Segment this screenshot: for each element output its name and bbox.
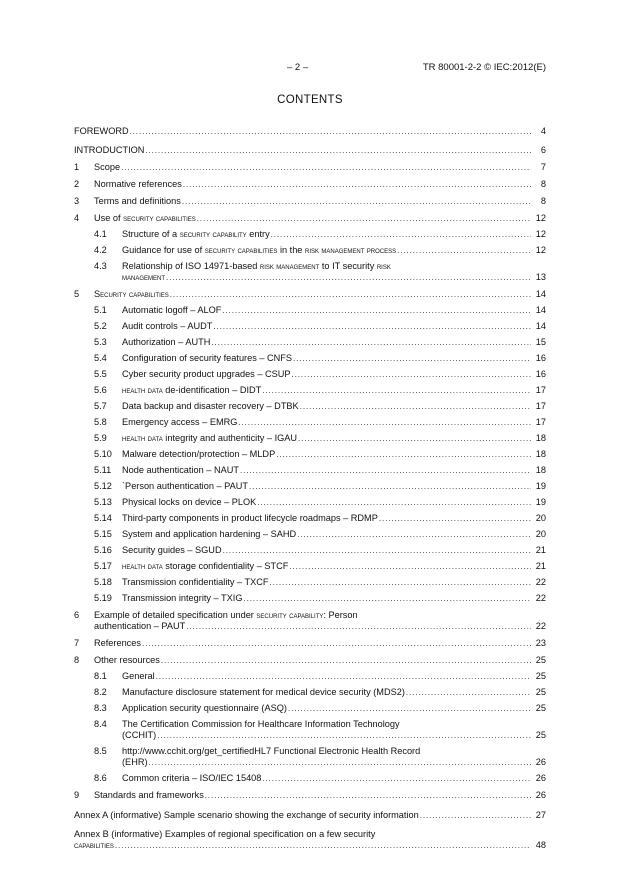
- toc-entry[interactable]: [74, 829, 546, 851]
- toc-page-number: 18: [535, 449, 546, 460]
- dot-leader: [145, 145, 531, 156]
- toc-entry[interactable]: [74, 385, 546, 396]
- toc-page-number: 19: [535, 481, 546, 492]
- dot-leader: [240, 465, 531, 476]
- toc-entry-title: Third-party components in product lifecycle roadmaps – RDMP .....: [74, 513, 546, 524]
- toc-entry-title: `Person authentication – PAUT .....: [74, 481, 546, 492]
- toc-entry-title: System and application hardening – SAHD .....: [74, 529, 546, 540]
- toc-entry[interactable]: [74, 261, 546, 283]
- toc-entry-title: Structure of a security capability entry .....: [74, 229, 546, 240]
- toc-entry[interactable]: [74, 529, 546, 540]
- toc-page-number: 26: [535, 773, 546, 784]
- toc-entry-number: 5.19: [94, 593, 112, 604]
- toc-page-number: 12: [535, 213, 546, 224]
- page-number: – 2 –: [287, 62, 309, 73]
- toc-entry[interactable]: [74, 245, 546, 256]
- toc-page-number: 18: [535, 433, 546, 444]
- toc-entry-number: 5.11: [94, 465, 112, 476]
- toc-entry-title: Security capabilities .....: [74, 289, 546, 300]
- toc-entry-number: 5: [74, 289, 80, 300]
- table-of-contents: [74, 126, 546, 851]
- toc-entry[interactable]: [74, 687, 546, 698]
- toc-entry-title: Application security questionnaire (ASQ) .....: [74, 703, 546, 714]
- toc-entry-number: 3: [74, 196, 80, 207]
- dot-leader: [142, 638, 531, 649]
- toc-entry[interactable]: [74, 126, 546, 137]
- document-id: TR 80001-2-2 © IEC:2012(E): [422, 62, 546, 73]
- toc-entry-number: 5.1: [94, 305, 107, 316]
- toc-entry[interactable]: [74, 289, 546, 300]
- toc-entry-number: 5.16: [94, 545, 112, 556]
- toc-page-number: 16: [535, 369, 546, 380]
- toc-entry-title: Data backup and disaster recovery – DTBK .....: [74, 401, 546, 412]
- toc-entry[interactable]: [74, 545, 546, 556]
- toc-entry-title: http://www.cchit.org/get_certifiedHL7 Functional Electronic Health Record (EHR) .....: [74, 746, 546, 768]
- toc-entry[interactable]: [74, 229, 546, 240]
- toc-entry-title: health data de-identification – DIDT .....: [74, 385, 546, 396]
- dot-leader: [213, 321, 531, 332]
- dot-leader: [270, 577, 531, 588]
- dot-leader: [293, 353, 531, 364]
- toc-entry[interactable]: [74, 369, 546, 380]
- dot-leader: [205, 790, 531, 801]
- toc-page-number: 22: [535, 621, 546, 632]
- toc-entry-title: health data storage confidentiality – STCF .....: [74, 561, 546, 572]
- toc-entry-number: 5.14: [94, 513, 112, 524]
- toc-entry-number: 5.8: [94, 417, 107, 428]
- toc-entry-number: 7: [74, 638, 80, 649]
- toc-entry[interactable]: [74, 610, 546, 632]
- toc-entry[interactable]: [74, 162, 546, 173]
- toc-page-number: 22: [535, 593, 546, 604]
- toc-entry-number: 4: [74, 213, 80, 224]
- dot-leader: [379, 513, 531, 524]
- toc-entry-number: 2: [74, 179, 80, 190]
- toc-entry-title: Scope .....: [74, 162, 546, 173]
- dot-leader: [183, 179, 531, 190]
- toc-entry[interactable]: [74, 655, 546, 666]
- toc-page-number: 26: [535, 790, 546, 801]
- dot-leader: [249, 481, 531, 492]
- toc-entry[interactable]: [74, 746, 546, 768]
- dot-leader: [271, 229, 531, 240]
- toc-entry-number: 5.18: [94, 577, 112, 588]
- toc-entry-number: 5.15: [94, 529, 112, 540]
- dot-leader: [149, 757, 531, 768]
- dot-leader: [397, 245, 531, 256]
- toc-entry-title: FOREWORD .....: [74, 126, 546, 137]
- toc-entry-title: Cyber security product upgrades – CSUP .....: [74, 369, 546, 380]
- toc-entry[interactable]: [74, 577, 546, 588]
- toc-page-number: 17: [535, 417, 546, 428]
- toc-page-number: 19: [535, 497, 546, 508]
- dot-leader: [406, 687, 531, 698]
- toc-entry-title: health data integrity and authenticity – IGAU .....: [74, 433, 546, 444]
- toc-page-number: 26: [535, 757, 546, 768]
- toc-entry[interactable]: [74, 773, 546, 784]
- toc-entry-title: Standards and frameworks .....: [74, 790, 546, 801]
- toc-entry-number: 8.5: [94, 746, 107, 757]
- toc-entry-title: Physical locks on device – PLOK .....: [74, 497, 546, 508]
- toc-entry-title: Example of detailed specification under security capability: Person authentication – PAUT .....: [74, 610, 546, 632]
- toc-entry[interactable]: [74, 179, 546, 190]
- toc-entry-number: 4.1: [94, 229, 107, 240]
- toc-page-number: 22: [535, 577, 546, 588]
- toc-entry-title: Guidance for use of security capabilities in the risk management process .....: [74, 245, 546, 256]
- page-header: [0, 62, 620, 76]
- toc-page-number: 6: [540, 145, 546, 156]
- toc-entry-number: 5.12: [94, 481, 112, 492]
- toc-entry-number: 5.6: [94, 385, 107, 396]
- toc-page-number: 25: [535, 655, 546, 666]
- toc-entry-title: Annex A (informative) Sample scenario showing the exchange of security information .....: [74, 810, 546, 821]
- toc-entry-number: 1: [74, 162, 80, 173]
- dot-leader: [276, 449, 531, 460]
- toc-page-number: 25: [535, 687, 546, 698]
- dot-leader: [257, 497, 531, 508]
- dot-leader: [289, 561, 531, 572]
- dot-leader: [262, 773, 531, 784]
- toc-entry-title: INTRODUCTION .....: [74, 145, 546, 156]
- toc-entry-title: General .....: [74, 671, 546, 682]
- toc-entry-title: The Certification Commission for Healthcare Information Technology (CCHIT) .....: [74, 719, 546, 741]
- toc-entry-title: References .....: [74, 638, 546, 649]
- dot-leader: [297, 529, 531, 540]
- dot-leader: [170, 289, 531, 300]
- toc-entry-title: Common criteria – ISO/IEC 15408 .....: [74, 773, 546, 784]
- toc-page-number: 8: [540, 179, 546, 190]
- page-title: CONTENTS: [277, 94, 343, 106]
- toc-entry-number: 4.2: [94, 245, 107, 256]
- toc-entry-number: 8.2: [94, 687, 107, 698]
- toc-page-number: 7: [540, 162, 546, 173]
- toc-entry-number: 8.3: [94, 703, 107, 714]
- toc-page-number: 12: [535, 229, 546, 240]
- dot-leader: [197, 213, 531, 224]
- toc-entry[interactable]: [74, 810, 546, 821]
- dot-leader: [223, 545, 531, 556]
- toc-entry[interactable]: [74, 321, 546, 332]
- dot-leader: [262, 385, 531, 396]
- toc-entry-title: Manufacture disclosure statement for medical device security (MDS2) .....: [74, 687, 546, 698]
- toc-entry-title: Relationship of ISO 14971-based risk management to IT security risk management .....: [74, 261, 546, 283]
- dot-leader: [161, 655, 531, 666]
- toc-entry[interactable]: [74, 196, 546, 207]
- dot-leader: [238, 417, 531, 428]
- toc-entry[interactable]: [74, 481, 546, 492]
- toc-page-number: 13: [535, 272, 546, 283]
- toc-entry[interactable]: [74, 213, 546, 224]
- toc-entry-title: Emergency access – EMRG .....: [74, 417, 546, 428]
- toc-entry[interactable]: [74, 417, 546, 428]
- toc-entry[interactable]: [74, 497, 546, 508]
- dot-leader: [420, 810, 531, 821]
- toc-page-number: 21: [535, 545, 546, 556]
- toc-entry-title: Security guides – SGUD .....: [74, 545, 546, 556]
- dot-leader: [115, 840, 531, 851]
- toc-page-number: 14: [535, 289, 546, 300]
- toc-entry[interactable]: [74, 353, 546, 364]
- dot-leader: [121, 162, 531, 173]
- toc-entry[interactable]: [74, 561, 546, 572]
- toc-entry-number: 5.10: [94, 449, 112, 460]
- toc-entry-number: 5.17: [94, 561, 112, 572]
- toc-entry-number: 8.1: [94, 671, 107, 682]
- toc-entry-title: Configuration of security features – CNFS .....: [74, 353, 546, 364]
- toc-entry[interactable]: [74, 719, 546, 741]
- toc-entry[interactable]: [74, 513, 546, 524]
- toc-page-number: 4: [540, 126, 546, 136]
- toc-entry-number: 5.9: [94, 433, 107, 444]
- toc-page-number: 25: [535, 671, 546, 682]
- toc-entry-title: Other resources .....: [74, 655, 546, 666]
- dot-leader: [156, 671, 531, 682]
- dot-leader: [211, 337, 531, 348]
- toc-page-number: 16: [535, 353, 546, 364]
- toc-page-number: 14: [535, 305, 546, 316]
- toc-entry-number: 5.7: [94, 401, 107, 412]
- toc-page-number: 25: [535, 730, 546, 741]
- dot-leader: [186, 621, 531, 632]
- toc-entry-title: Audit controls – AUDT .....: [74, 321, 546, 332]
- toc-page-number: 15: [535, 337, 546, 348]
- toc-entry-number: 5.5: [94, 369, 107, 380]
- toc-page-number: 48: [535, 839, 546, 850]
- toc-entry-number: 5.3: [94, 337, 107, 348]
- dot-leader: [157, 730, 531, 741]
- toc-entry[interactable]: [74, 638, 546, 649]
- toc-page-number: 17: [535, 385, 546, 396]
- toc-entry-number: 4.3: [94, 261, 107, 272]
- toc-entry[interactable]: [74, 703, 546, 714]
- toc-entry-title: Authorization – AUTH .....: [74, 337, 546, 348]
- toc-page-number: 27: [535, 809, 546, 820]
- toc-entry-title: Automatic logoff – ALOF .....: [74, 305, 546, 316]
- toc-entry-title: Transmission confidentiality – TXCF .....: [74, 577, 546, 588]
- toc-entry[interactable]: [74, 433, 546, 444]
- toc-entry[interactable]: [74, 305, 546, 316]
- dot-leader: [298, 433, 531, 444]
- toc-page-number: 12: [535, 245, 546, 256]
- dot-leader: [244, 593, 532, 604]
- toc-entry-number: 9: [74, 790, 80, 801]
- dot-leader: [166, 272, 531, 283]
- toc-page-number: 20: [535, 513, 546, 524]
- toc-entry-title: Terms and definitions .....: [74, 196, 546, 207]
- toc-page-number: 23: [535, 638, 546, 649]
- toc-entry[interactable]: [74, 337, 546, 348]
- toc-entry[interactable]: [74, 790, 546, 801]
- toc-entry-number: 8.4: [94, 719, 107, 730]
- dot-leader: [288, 703, 531, 714]
- toc-entry-title: Annex B (informative) Examples of regional specification on a few security capabilities .....: [74, 829, 546, 851]
- toc-page-number: 20: [535, 529, 546, 540]
- toc-page-number: 25: [535, 703, 546, 714]
- toc-entry-number: 8.6: [94, 773, 107, 784]
- toc-entry[interactable]: [74, 671, 546, 682]
- toc-entry[interactable]: [74, 145, 546, 156]
- dot-leader: [292, 369, 531, 380]
- toc-entry[interactable]: [74, 465, 546, 476]
- toc-entry-title: Malware detection/protection – MLDP .....: [74, 449, 546, 460]
- toc-entry-number: 5.2: [94, 321, 107, 332]
- toc-entry-title: Node authentication – NAUT .....: [74, 465, 546, 476]
- dot-leader: [130, 126, 531, 137]
- toc-entry-title: Use of security capabilities .....: [74, 213, 546, 224]
- toc-page-number: 18: [535, 465, 546, 476]
- dot-leader: [222, 305, 531, 316]
- dot-leader: [182, 196, 531, 207]
- toc-entry[interactable]: [74, 449, 546, 460]
- toc-entry-number: 6: [74, 610, 80, 621]
- toc-entry-number: 8: [74, 655, 80, 666]
- toc-entry-number: 5.13: [94, 497, 112, 508]
- dot-leader: [300, 401, 531, 412]
- toc-entry-title: Normative references .....: [74, 179, 546, 190]
- toc-entry-number: 5.4: [94, 353, 107, 364]
- toc-entry[interactable]: [74, 401, 546, 412]
- toc-entry[interactable]: [74, 593, 546, 604]
- toc-page-number: 17: [535, 401, 546, 412]
- toc-entry-title: Transmission integrity – TXIG .....: [74, 593, 546, 604]
- toc-page-number: 8: [540, 196, 546, 207]
- toc-page-number: 14: [535, 321, 546, 332]
- toc-page-number: 21: [535, 561, 546, 572]
